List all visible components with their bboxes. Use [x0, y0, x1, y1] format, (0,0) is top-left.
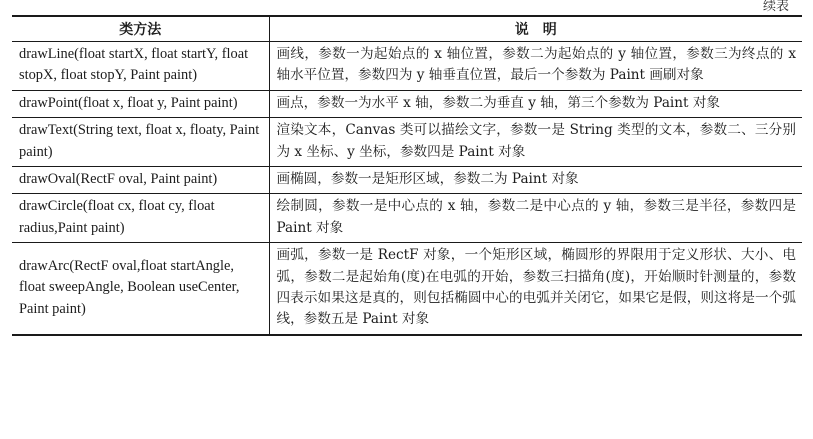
method-description-drawoval: 画椭圆，参数一是矩形区域，参数二为 Paint 对象 — [269, 167, 802, 194]
method-signature-drawoval: drawOval(RectF oval, Paint paint) — [12, 167, 269, 194]
table-row — [12, 167, 802, 194]
method-description-drawcircle: 绘制圆，参数一是中心点的 x 轴，参数二是中心点的 y 轴，参数三是半径，参数四是 Paint 对象 — [269, 194, 802, 243]
method-description-drawline: 画线，参数一为起始点的 x 轴位置，参数二为起始点的 y 轴位置，参数三为终点的 x 轴水平位置，参数四为 y 轴垂直位置，最后一个参数为 Paint 画刷对象 — [269, 42, 802, 91]
table-row — [12, 243, 802, 335]
table-row — [12, 42, 802, 91]
method-signature-drawarc: drawArc(RectF oval,float startAngle, float sweepAngle, Boolean useCenter, Paint paint) — [12, 243, 269, 335]
method-signature-drawtext: drawText(String text, float x, floaty, Paint paint) — [12, 118, 269, 167]
column-header-method: 类方法 — [12, 16, 269, 42]
method-signature-drawpoint: drawPoint(float x, float y, Paint paint) — [12, 90, 269, 117]
continued-label: 续表 — [762, 0, 789, 14]
method-signature-drawline: drawLine(float startX, float startY, float stopX, float stopY, Paint paint) — [12, 42, 269, 91]
table-row — [12, 194, 802, 243]
method-description-drawtext: 渲染文本，Canvas 类可以描绘文字，参数一是 String 类型的文本，参数二、三分别为 x 坐标、y 坐标，参数四是 Paint 对象 — [269, 118, 802, 167]
table-header-row — [12, 16, 802, 42]
column-header-description: 说 明 — [269, 16, 802, 42]
table-row — [12, 90, 802, 117]
method-description-drawarc: 画弧，参数一是 RectF 对象，一个矩形区域，椭圆形的界限用于定义形状、大小、电弧，参数二是起始角(度)在电弧的开始，参数三扫描角(度)，开始顺时针测量的，参数四表示如果这是真的，则包括椭圆中心的电弧并关闭它，如果它是假，则这将是一个弧线，参数五是 Paint 对象 — [269, 243, 802, 335]
method-description-drawpoint: 画点，参数一为水平 x 轴，参数二为垂直 y 轴，第三个参数为 Paint 对象 — [269, 90, 802, 117]
table-row — [12, 118, 802, 167]
method-table — [12, 15, 802, 336]
method-signature-drawcircle: drawCircle(float cx, float cy, float radius,Paint paint) — [12, 194, 269, 243]
